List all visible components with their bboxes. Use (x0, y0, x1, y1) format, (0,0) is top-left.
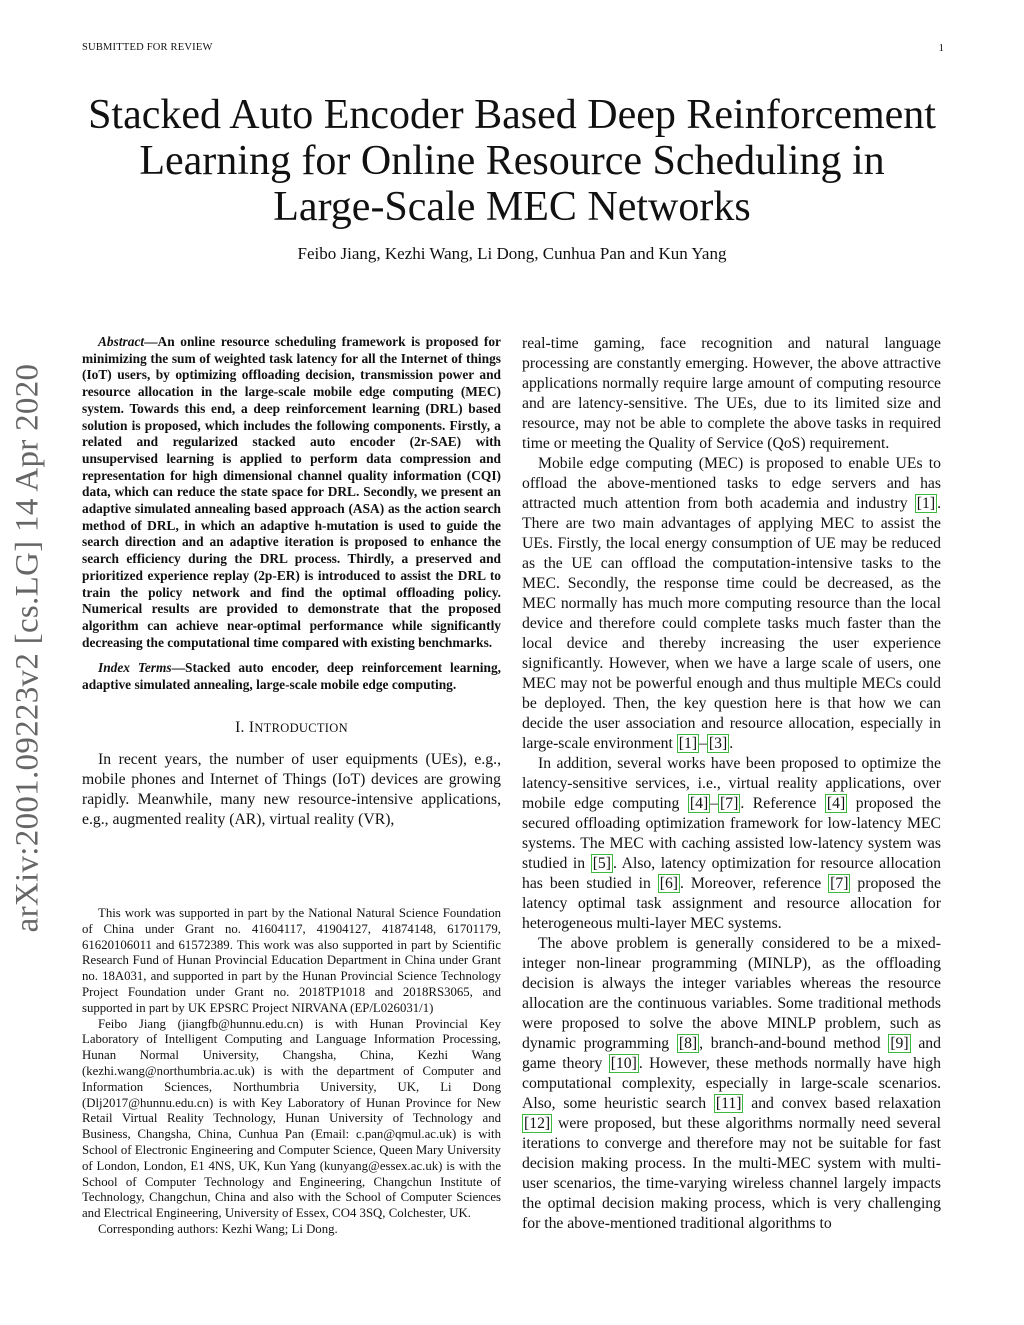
citation-link[interactable]: [7] (720, 795, 739, 812)
intro-paragraph: In recent years, the number of user equipments (UEs), e.g., mobile phones and Internet of Things (IoT) devices are growing rapidly. Meanwhile, many new resource-intensive applications, e.g., augmented reality (AR), virtual reality (VR), (82, 750, 501, 828)
abstract (82, 334, 501, 651)
citation-link[interactable]: [4] (826, 795, 846, 812)
citation-link[interactable]: [10] (610, 1055, 637, 1072)
page-number: 1 (938, 42, 944, 54)
body-paragraph: Mobile edge computing (MEC) is proposed to enable UEs to offload the above-mentioned tasks to edge servers and has attracted much attention from both academia and industry [1] . There are two main advantages of applying MEC to assist the UEs. Firstly, the local energy consumption of UE may be reduced as the UE can offload the computation-intensive tasks to the MEC. Secondly, the response time could be decreased, as the MEC normally has much more computing resource than the local device and therefore could complete tasks much faster than the local device and thereby increasing the user experience significantly. However, when we have a large scale of users, one MEC may not be powerful enough and thus multiple MECs could be deployed. Then, the key question here is that how we can decide the user association and resource allocation, especially in large-scale environment [1] – [3] . (522, 455, 941, 752)
citation-link[interactable]: [4] (689, 795, 709, 812)
body-paragraph: real-time gaming, face recognition and natural language processing are constantly emerging. However, the above attractive applications normally require large amount of computing resource and are latency-sensitive. The UEs, due to its limited size and resource, may not be able to complete the above tasks in required time or meeting the Quality of Service (QoS) requirement. (522, 335, 941, 452)
body-paragraph: The above problem is generally considered to be a mixed-integer non-linear programming (MINLP), as the offloading decision is always the integer variables whereas the resource allocation are the continuous variables. Some traditional methods were proposed to solve the above MINLP problem, such as dynamic programming [8] , branch-and-bound method [9] and game theory [10] . However, these methods normally have high computational complexity, especially in large-scale scenarios. Also, some heuristic search [11] and convex based relaxation [12] were proposed, but these algorithms normally need several iterations to converge and therefore may not be suitable for fast decision making process. In the multi-MEC system with multi-user scenarios, the time-varying wireless channel largely impacts the optimal decision making process, which is very challenging for the above-mentioned traditional algorithms to (522, 935, 941, 1232)
citation-link[interactable]: [3] (708, 735, 728, 752)
running-head: SUBMITTED FOR REVIEW (82, 42, 213, 53)
author-list: Feibo Jiang, Kezhi Wang, Li Dong, Cunhua Pan and Kun Yang (297, 244, 727, 263)
citation-link[interactable]: [12] (524, 1115, 551, 1132)
footnote-funding: This work was supported in part by the National Natural Science Foundation of China under Grant no. 41604117, 41904127, 41874148, 61701179, 61620106011 and 61572389. This work was also supported in part by Scientific Research Fund of Hunan Provincial Education Department in China under Grant no. 18A031, and supported in part by the Hunan Provincial Science Technology Project Foundation under Grant no. 2018TP1018 and 2018RS3065, and supported in part by UK EPSRC Project NIRVANA (EP/L026031/1) (82, 906, 501, 1015)
footnote-corresponding: Corresponding authors: Kezhi Wang; Li Dong. (98, 1221, 338, 1236)
section-heading-introduction: I. INTRODUCTION (235, 718, 348, 736)
index-terms-text: —Stacked auto encoder, deep reinforcement learning, adaptive simulated annealing, large-scale mobile edge computing. (82, 660, 502, 693)
right-column (522, 334, 941, 1234)
citation-link[interactable]: [1] (916, 495, 936, 512)
body-paragraph: In addition, several works have been proposed to optimize the latency-sensitive services, i.e., virtual reality applications, over mobile edge computing [4] – [7] . Reference [4] proposed the secured offloading optimization framework for low-latency MEC systems. The MEC with caching assisted low-latency system was studied in [5] . Also, latency optimization for resource allocation has been studied in [6] . Moreover, reference [7] proposed the latency optimal task assignment and resource allocation for heterogeneous multi-layer MEC systems. (522, 755, 941, 932)
left-column (82, 334, 501, 830)
arxiv-stamp (0, 0, 56, 1325)
abstract-text: —An online resource scheduling framework is proposed for minimizing the sum of weighted task latency for all the Internet of things (IoT) users, by optimizing offloading decision, transmission power and resource allocation in the large-scale mobile edge computing (MEC) system. Towards this end, a deep reinforcement learning (DRL) based solution is proposed, which includes the following components. Firstly, a related and regularized stacked auto encoder (2r-SAE) with unsupervised learning is applied to perform data compression and representation for high dimensional channel quality information (CQI) data, which can reduce the state space for DRL. Secondly, we present an adaptive simulated annealing based approach (ASA) as the action search method of DRL, in which an adaptive h-mutation is used to guide the search direction and an adaptive iteration is proposed to enhance the search efficiency during the DRL process. Thirdly, a preserved and prioritized experience replay (2p-ER) is introduced to assist the DRL to train the policy network and find the optimal offloading policy. Numerical results are provided to demonstrate that the proposed algorithm can achieve near-optimal performance while significantly decreasing the computational time compared with existing benchmarks. (82, 334, 501, 650)
paper-title (70, 92, 954, 230)
footnotes (82, 906, 501, 1238)
citation-link[interactable]: [7] (830, 875, 849, 892)
citation-link[interactable]: [11] (715, 1095, 742, 1112)
title-line: Large-Scale MEC Networks (273, 184, 751, 230)
citation-link[interactable]: [6] (659, 875, 679, 892)
citation-link[interactable]: [5] (592, 855, 611, 872)
title-line: Stacked Auto Encoder Based Deep Reinforcement (88, 92, 936, 138)
citation-link[interactable]: [9] (890, 1035, 909, 1052)
index-terms (82, 660, 501, 693)
footnote-affiliations: Feibo Jiang (jiangfb@hunnu.edu.cn) is with Hunan Provincial Key Laboratory of Intelligent Computing and Language Information Processing, Hunan Normal University, Changsha, China, Kezhi Wang (kezhi.wang@northumbria.ac.uk) is with the department of Computer and Information Sciences, Northumbria University, UK, Li Dong (Dlj2017@hunnu.edu.cn) is with Key Laboratory of Hunan Province for New Retail Virtual Reality Technology, Hunan University of Technology and Business, Changsha, China, Cunhua Pan (Email: c.pan@qmul.ac.uk) is with School of Electronic Engineering and Computer Science, Queen Mary University of London, London, E1 4NS, UK, Kun Yang (kunyang@essex.ac.uk) is with the School of Computer Technology and Engineering, Changchun Institute of Technology, Changchun, China and also with the School of Computer Sciences and Electrical Engineering, University of Essex, CO4 3SQ, Colchester, UK. (82, 1016, 501, 1221)
index-terms-label: Index Terms (98, 660, 172, 676)
citation-link[interactable]: [8] (678, 1035, 698, 1052)
arxiv-id: arXiv:2001.09223v2 [cs.LG] 14 Apr 2020 (9, 363, 46, 933)
abstract-label: Abstract (98, 334, 145, 349)
title-line: Learning for Online Resource Scheduling in (139, 138, 885, 184)
citation-link[interactable]: [1] (678, 735, 698, 752)
